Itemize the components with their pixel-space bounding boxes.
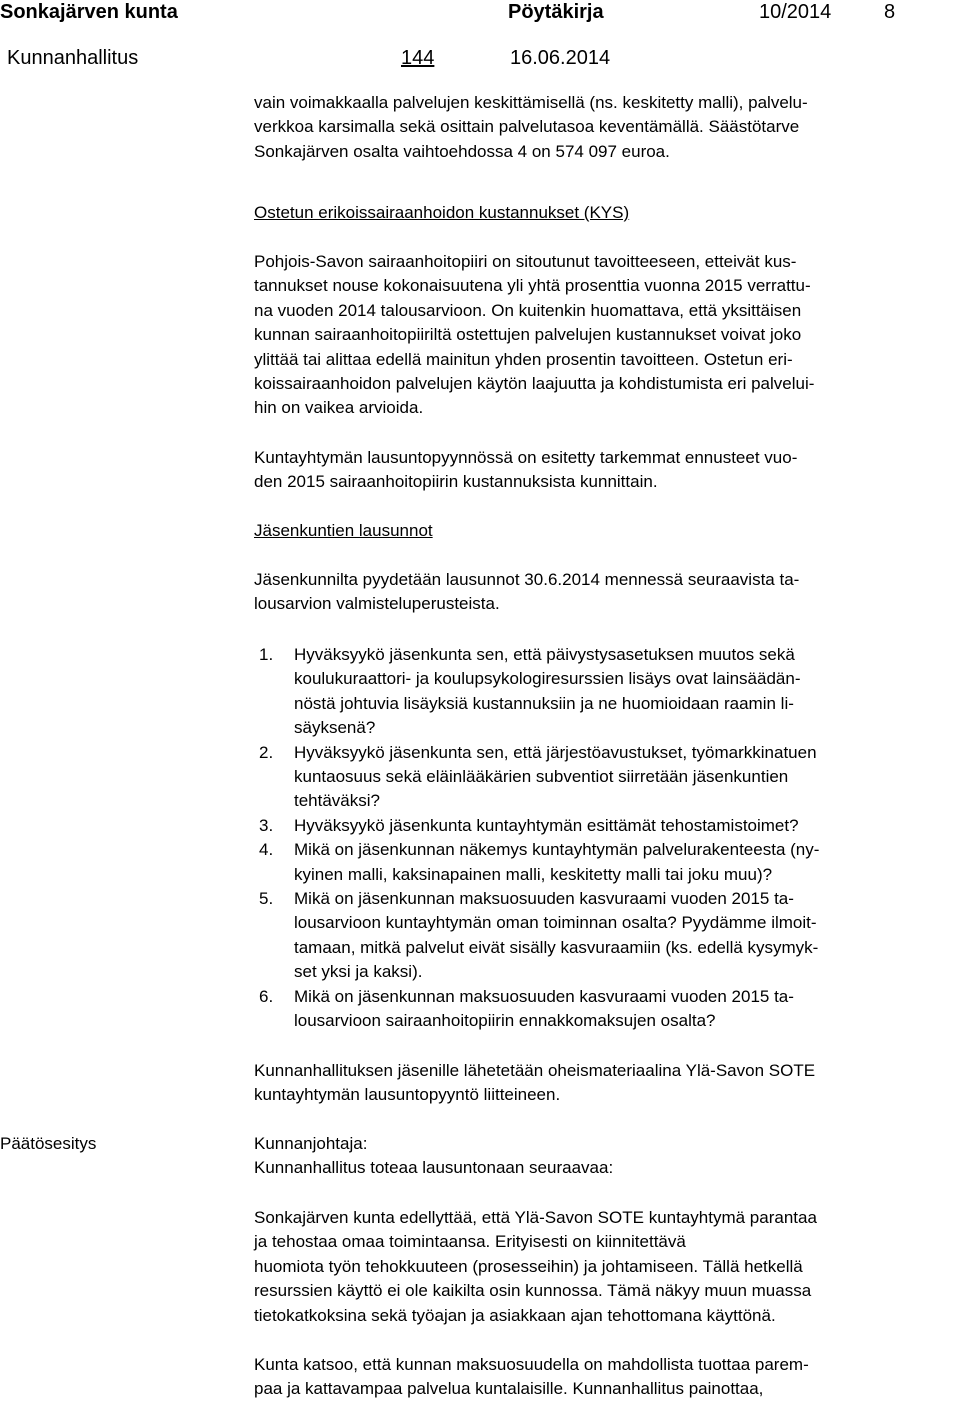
list-item-number: 6. [259, 986, 274, 1006]
kys-heading-block [254, 201, 958, 225]
text-line: Mikä on jäsenkunnan maksuosuuden kasvuraami vuoden 2015 ta- [294, 889, 794, 909]
text-line: tehtäväksi? [294, 791, 380, 811]
text-line: kuntaosuus sekä eläinlääkärien subventiot siirretään jäsenkuntien [294, 767, 789, 787]
text-line: koulukuraattori- ja koulupsykologiresurssien lisäys ovat lainsäädän- [294, 669, 801, 689]
text-line: kuntayhtymän lausuntopyyntö liitteineen. [254, 1085, 561, 1105]
document-type: Pöytäkirja [508, 1, 604, 23]
statement-intro: Kunnanhallitus toteaa lausuntonaan seuraavaa: [254, 1158, 614, 1178]
text-line: ylittää tai alittaa edellä mainitun yhden prosentin tavoitteen. Ostetun eri- [254, 349, 793, 369]
text-line: säyksenä? [294, 718, 376, 738]
list-item-number: 1. [259, 645, 274, 664]
text-line: set yksi ja kaksi). [294, 962, 423, 982]
text-line: Hyväksyykö jäsenkunta sen, että järjestöavustukset, työmarkkinatuen [294, 742, 817, 762]
text-line: hin on vaikea arvioida. [254, 398, 424, 418]
text-line: den 2015 sairaanhoitopiirin kustannuksista kunnittain. [254, 472, 658, 492]
list-item [254, 887, 960, 985]
list-item [254, 838, 960, 887]
statements-heading-block [254, 519, 958, 543]
text-line: Jäsenkunnilta pyydetään lausunnot 30.6.2014 mennessä seuraavista ta- [254, 570, 800, 589]
list-item-number: 4. [259, 840, 274, 860]
text-line: paa ja kattavampaa palvelua kuntalaisille. Kunnanhallitus painottaa, [254, 1379, 764, 1399]
text-line: Mikä on jäsenkunnan maksuosuuden kasvuraami vuoden 2015 ta- [294, 986, 794, 1006]
text-line: kunnan sairaanhoitopiiriltä ostettujen palvelujen kustannukset voivat joko [254, 325, 802, 345]
text-line: nöstä johtuvia lisäyksiä kustannuksiin ja ne huomioidaan raamin li- [294, 693, 794, 713]
list-item-number: 3. [259, 815, 274, 835]
kys-paragraph [254, 250, 958, 421]
forecast-paragraph [254, 446, 958, 495]
proposal-label: Päätösesitys [0, 1134, 97, 1153]
text-line: Sonkajärven osalta vaihtoehdossa 4 on 574 097 euroa. [254, 141, 670, 161]
attachment-paragraph [254, 1059, 958, 1108]
list-item [254, 741, 960, 814]
text-line: tamaan, mitkä palvelut eivät sisälly kasvuraamiin (ks. edellä kysymyk- [294, 937, 819, 957]
text-line: tietokatkoksina sekä työajan ja asiakkaan ajan tehottomana käyttönä. [254, 1305, 776, 1325]
text-line: lousarvioon kuntayhtymän oman toiminnan osalta? Pyydämme ilmoit- [294, 913, 817, 933]
section-heading-kys: Ostetun erikoissairaanhoidon kustannukset (KYS) [254, 203, 630, 222]
list-item-number: 5. [259, 889, 274, 909]
questions-list [254, 643, 960, 1034]
organization-name: Sonkajärven kunta [0, 1, 178, 23]
text-line: ja tehostaa omaa toimintaansa. Erityisesti on kiinnitettävä [254, 1232, 686, 1252]
text-line: Hyväksyykö jäsenkunta sen, että päivystysasetuksen muutos sekä [294, 645, 795, 664]
proposer: Kunnanjohtaja: [254, 1134, 368, 1153]
list-item [254, 643, 960, 741]
text-line: na vuoden 2014 talousarvioon. On kuitenkin huomattava, että yksittäisen [254, 300, 802, 320]
request-paragraph [254, 568, 958, 617]
proposal-paragraph-1 [254, 1206, 958, 1328]
intro-paragraph [254, 91, 958, 164]
text-line: verkkoa karsimalla sekä osittain palvelutasoa keventämällä. Säästötarve [254, 117, 800, 137]
meeting-date: 16.06.2014 [510, 47, 611, 69]
proposal-intro [254, 1132, 958, 1181]
text-line: resurssien käyttö ei ole kaikilta osin kunnossa. Tämä näkyy muun muassa [254, 1281, 812, 1301]
governing-body: Kunnanhallitus [7, 47, 139, 69]
page-number: 8 [884, 1, 896, 23]
document-number: 10/2014 [759, 1, 832, 23]
text-line: tannukset nouse kokonaisuutena yli yhtä prosenttia vuonna 2015 verrattu- [254, 276, 811, 296]
section-heading-statements: Jäsenkuntien lausunnot [254, 521, 433, 540]
text-line: Kuntayhtymän lausuntopyynnössä on esitetty tarkemmat ennusteet vuo- [254, 448, 798, 467]
text-line: lousarvion valmisteluperusteista. [254, 594, 500, 614]
text-line: Kunta katsoo, että kunnan maksuosuudella on mahdollista tuottaa parem- [254, 1355, 809, 1374]
text-line: lousarvioon sairaanhoitopiirin ennakkomaksujen osalta? [294, 1011, 716, 1031]
section-number: 144 [401, 47, 435, 69]
list-item [254, 814, 960, 838]
text-line: Pohjois-Savon sairaanhoitopiiri on sitoutunut tavoitteeseen, etteivät kus- [254, 252, 797, 271]
list-item-number: 2. [259, 742, 274, 762]
proposal-paragraph-2 [254, 1353, 958, 1402]
text-line: Kunnanhallituksen jäsenille lähetetään oheismateriaalina Ylä-Savon SOTE [254, 1061, 816, 1080]
text-line: Hyväksyykö jäsenkunta kuntayhtymän esittämät tehostamistoimet? [294, 815, 799, 835]
text-line: Mikä on jäsenkunnan näkemys kuntayhtymän palvelurakenteesta (ny- [294, 840, 820, 860]
text-line: kyinen malli, kaksinapainen malli, keskitetty malli tai joku muu)? [294, 864, 773, 884]
list-item [254, 985, 960, 1034]
text-line: koissairaanhoidon palvelujen käytön laajuutta ja kohdistumista eri palvelui- [254, 374, 815, 394]
text-line: huomiota työn tehokkuuteen (prosesseihin) ja johtamiseen. Tällä hetkellä [254, 1256, 803, 1276]
text-line: Sonkajärven kunta edellyttää, että Ylä-Savon SOTE kuntayhtymä parantaa [254, 1208, 817, 1227]
text-line: vain voimakkaalla palvelujen keskittämisellä (ns. keskitetty malli), palvelu- [254, 93, 808, 112]
